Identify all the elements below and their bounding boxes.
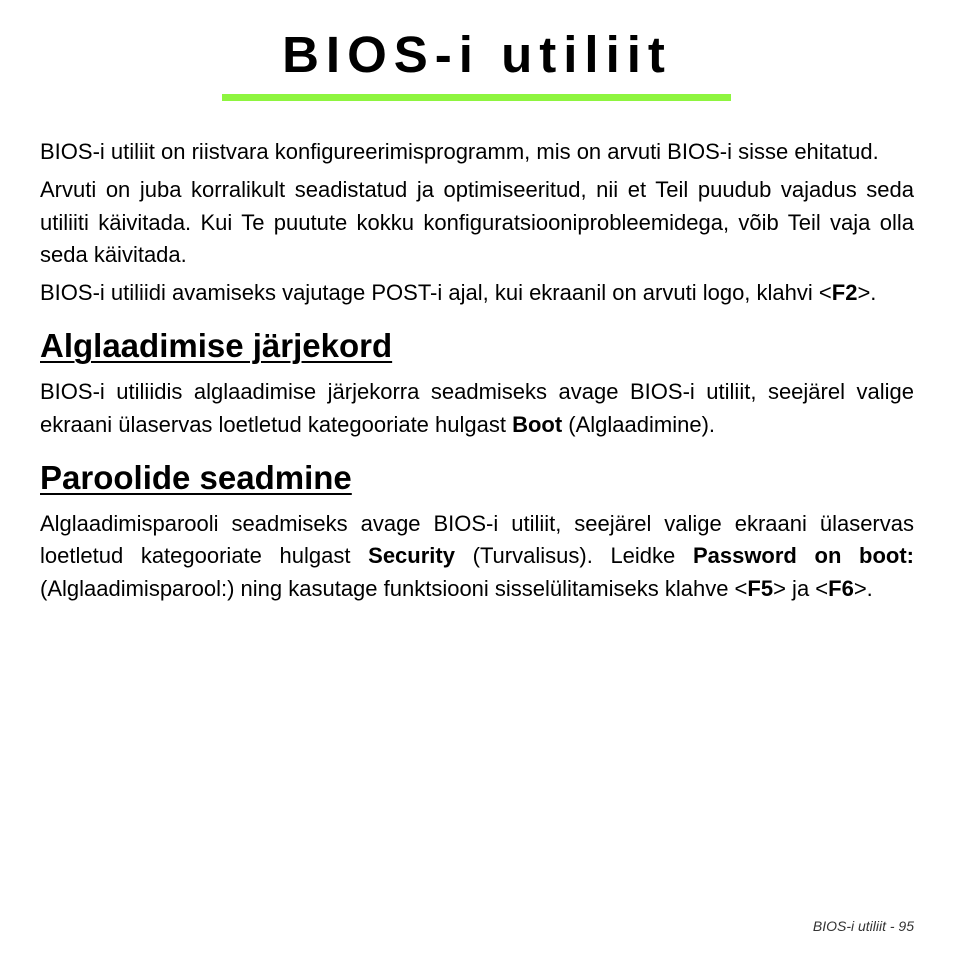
key-f2: F2 [831, 280, 858, 306]
page-footer: BIOS-i utiliit - 95 [812, 918, 914, 934]
boot-order-text-end: (Alglaadimine). [562, 411, 716, 437]
security-menu-term: Security [368, 543, 455, 569]
password-text-5: >. [853, 575, 873, 601]
page-title: BIOS-i utiliit [282, 26, 672, 83]
password-text-2: (Turvalisus). Leidke [454, 543, 693, 569]
boot-menu-term: Boot [512, 411, 563, 437]
page-content [40, 136, 914, 611]
key-f6: F6 [828, 575, 854, 601]
key-f5: F5 [747, 575, 774, 601]
password-text-3: (Alglaadimisparool:) ning kasutage funktsiooni sisselülitamiseks klahve < [40, 575, 748, 601]
intro-paragraph-3-text: BIOS-i utiliidi avamiseks vajutage POST-i ajal, kui ekraanil on arvuti logo, klahvi < [40, 280, 832, 306]
boot-order-text: BIOS-i utiliidis alglaadimise järjekorra seadmiseks avage BIOS-i utiliit, seejärel valige ekraani ülaservas loetletud kategooriate hulgast [40, 379, 914, 437]
intro-paragraph-3 [40, 277, 914, 309]
password-heading: Paroolide seadmine [40, 459, 352, 497]
password-on-boot-term: Password on boot: [692, 543, 914, 569]
password-text-4: > ja < [773, 575, 829, 601]
title-underline-bar [222, 94, 731, 101]
intro-paragraph-2: Arvuti on juba korralikult seadistatud ja optimiseeritud, nii et Teil puudub vajadus seda utiliiti käivitada. Kui Te puutute kokku konfiguratsiooniprobleemidega, võib Teil vaja olla seda käivitada. [40, 177, 914, 267]
boot-order-heading: Alglaadimise järjekord [40, 327, 393, 365]
intro-paragraph-1: BIOS-i utiliit on riistvara konfigureerimisprogramm, mis on arvuti BIOS-i sisse ehitatud. [40, 139, 879, 164]
password-paragraph [40, 508, 914, 605]
password-text-1: Alglaadimisparooli seadmiseks avage BIOS-i utiliit, seejärel valige ekraani ülaservas loetletud kategooriate hulgast [40, 511, 914, 569]
boot-order-paragraph [40, 376, 914, 441]
intro-paragraph-3-end: >. [857, 280, 877, 306]
